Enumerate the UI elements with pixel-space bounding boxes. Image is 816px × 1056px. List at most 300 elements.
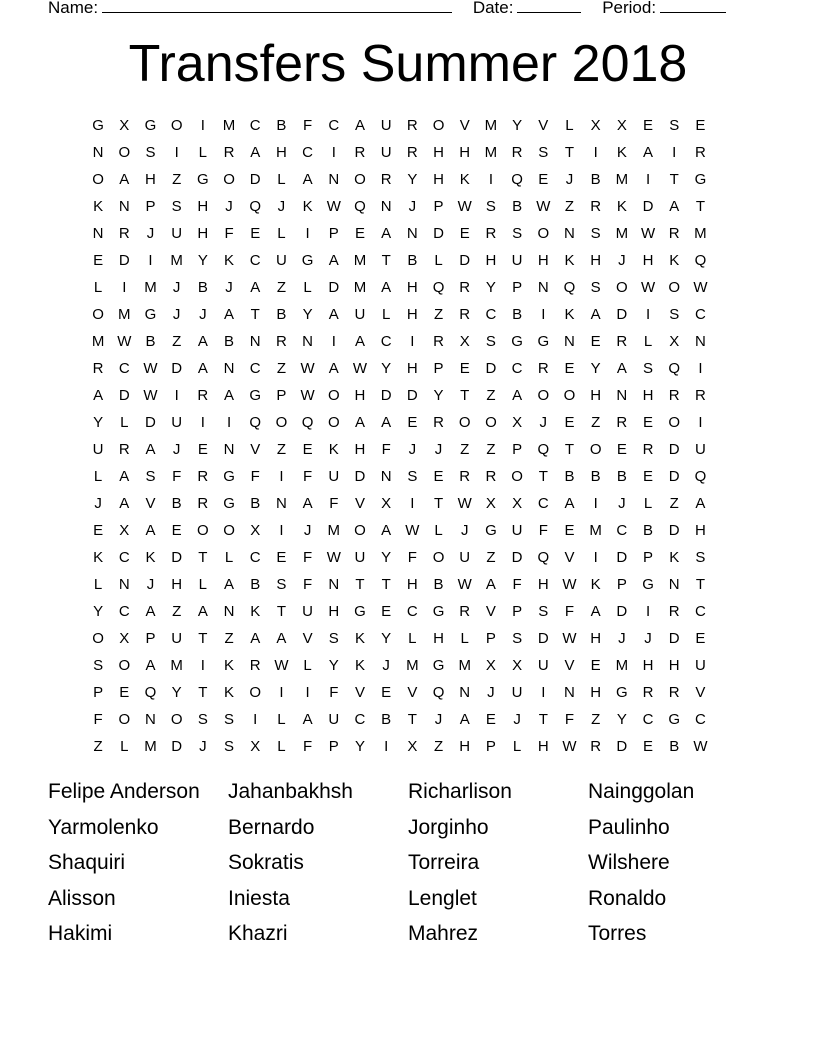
grid-cell[interactable]: A [224,576,235,593]
grid-cell[interactable]: Y [381,630,392,647]
grid-cell[interactable]: V [145,495,156,512]
grid-cell[interactable]: J [408,441,417,458]
grid-cell[interactable]: A [119,468,130,485]
period-field[interactable] [602,0,726,18]
grid-cell[interactable]: N [564,684,575,701]
grid-cell[interactable]: R [459,468,471,485]
grid-cell[interactable]: R [380,171,392,188]
grid-cell[interactable]: A [250,630,261,647]
grid-cell[interactable]: D [118,387,130,404]
grid-cell[interactable]: T [538,468,548,485]
grid-cell[interactable]: D [668,441,680,458]
grid-cell[interactable]: V [564,657,575,674]
grid-cell[interactable]: Y [93,603,104,620]
grid-cell[interactable]: J [146,576,155,593]
grid-cell[interactable]: R [668,684,680,701]
name-field[interactable] [48,0,452,18]
date-blank[interactable] [517,0,581,13]
grid-cell[interactable]: I [200,657,205,674]
grid-cell[interactable]: K [250,603,261,620]
grid-cell[interactable]: N [328,576,340,593]
grid-cell[interactable]: N [92,225,104,242]
grid-cell[interactable]: J [434,711,443,728]
grid-cell[interactable]: X [485,495,496,512]
grid-cell[interactable]: M [615,225,629,242]
grid-cell[interactable]: K [302,198,313,215]
grid-cell[interactable]: G [432,657,445,674]
grid-cell[interactable]: R [433,414,444,431]
grid-cell[interactable]: A [145,522,156,539]
grid-cell[interactable]: B [145,333,156,350]
grid-cell[interactable]: E [538,171,549,188]
grid-cell[interactable]: R [668,225,680,242]
grid-cell[interactable]: P [276,387,287,404]
grid-cell[interactable]: A [145,657,156,674]
grid-cell[interactable]: N [668,576,680,593]
grid-cell[interactable]: M [615,657,629,674]
grid-cell[interactable]: V [485,603,496,620]
grid-cell[interactable]: R [459,279,471,296]
grid-cell[interactable]: H [433,171,444,188]
grid-cell[interactable]: S [590,279,601,296]
grid-cell[interactable]: G [223,468,235,485]
grid-cell[interactable]: L [277,738,286,755]
grid-cell[interactable]: C [328,117,340,134]
grid-cell[interactable]: S [93,657,104,674]
grid-cell[interactable]: K [590,576,601,593]
grid-cell[interactable]: W [326,198,341,215]
grid-cell[interactable]: U [354,306,366,323]
grid-cell[interactable]: J [487,684,495,701]
grid-cell[interactable]: J [225,198,233,215]
grid-cell[interactable]: Q [301,414,314,431]
grid-cell[interactable]: W [457,576,472,593]
grid-cell[interactable]: D [668,522,680,539]
grid-cell[interactable]: U [511,684,523,701]
grid-cell[interactable]: F [381,441,391,458]
grid-cell[interactable]: Z [591,414,601,431]
grid-cell[interactable]: Y [93,414,104,431]
grid-cell[interactable]: D [433,225,444,242]
grid-cell[interactable]: L [277,225,286,242]
grid-cell[interactable]: R [590,738,602,755]
grid-cell[interactable]: A [302,171,313,188]
grid-cell[interactable]: H [197,225,209,242]
grid-cell[interactable]: I [645,171,651,188]
grid-cell[interactable]: E [171,522,182,539]
grid-cell[interactable]: I [279,684,284,701]
grid-cell[interactable]: G [511,333,523,350]
grid-cell[interactable]: U [171,225,183,242]
grid-cell[interactable]: M [484,117,498,134]
grid-cell[interactable]: W [536,198,551,215]
grid-cell[interactable]: E [250,225,261,242]
grid-cell[interactable]: B [250,495,261,512]
grid-cell[interactable]: S [407,468,418,485]
grid-cell[interactable]: L [643,495,653,512]
grid-cell[interactable]: R [92,360,104,377]
grid-cell[interactable]: A [381,225,392,242]
grid-cell[interactable]: F [564,711,575,728]
grid-cell[interactable]: C [616,522,628,539]
grid-cell[interactable]: O [275,414,288,431]
grid-cell[interactable]: L [381,306,391,323]
grid-cell[interactable]: T [381,252,391,269]
grid-cell[interactable]: X [250,522,261,539]
grid-cell[interactable]: Z [486,441,496,458]
grid-cell[interactable]: O [354,522,366,539]
grid-cell[interactable]: F [512,576,522,593]
grid-cell[interactable]: A [354,414,365,431]
grid-cell[interactable]: A [119,495,130,512]
grid-cell[interactable]: O [170,711,183,728]
grid-cell[interactable]: H [485,252,497,269]
grid-cell[interactable]: I [541,684,546,701]
grid-cell[interactable]: W [562,738,577,755]
grid-cell[interactable]: R [694,144,706,161]
grid-cell[interactable]: A [354,333,365,350]
grid-cell[interactable]: D [616,306,628,323]
grid-cell[interactable]: H [433,144,444,161]
grid-cell[interactable]: D [459,252,471,269]
grid-cell[interactable]: K [354,630,365,647]
grid-cell[interactable]: O [616,279,628,296]
grid-cell[interactable]: R [616,414,628,431]
grid-cell[interactable]: A [250,144,261,161]
grid-cell[interactable]: D [380,387,392,404]
grid-cell[interactable]: Y [616,711,627,728]
grid-cell[interactable]: R [668,603,680,620]
grid-cell[interactable]: I [305,225,310,242]
grid-cell[interactable]: Z [172,171,182,188]
grid-cell[interactable]: S [512,225,523,242]
grid-cell[interactable]: B [512,198,523,215]
grid-cell[interactable]: B [590,468,601,485]
grid-cell[interactable]: H [590,387,602,404]
grid-cell[interactable]: P [512,279,523,296]
grid-cell[interactable]: J [618,630,626,647]
grid-cell[interactable]: A [328,360,339,377]
grid-cell[interactable]: L [303,279,312,296]
grid-cell[interactable]: U [328,711,340,728]
grid-cell[interactable]: K [328,441,339,458]
grid-cell[interactable]: Q [511,171,523,188]
grid-cell[interactable]: X [669,333,680,350]
grid-cell[interactable]: S [276,576,287,593]
grid-cell[interactable]: D [145,414,156,431]
grid-cell[interactable]: P [145,198,156,215]
grid-cell[interactable]: T [460,387,470,404]
grid-cell[interactable]: N [118,198,130,215]
grid-cell[interactable]: D [118,252,130,269]
grid-cell[interactable]: H [459,144,471,161]
grid-cell[interactable]: M [222,117,236,134]
grid-cell[interactable]: N [380,198,392,215]
grid-cell[interactable]: W [326,549,341,566]
grid-cell[interactable]: V [407,684,418,701]
grid-cell[interactable]: V [250,441,261,458]
grid-cell[interactable]: C [118,360,130,377]
grid-cell[interactable]: B [407,252,418,269]
grid-cell[interactable]: C [537,495,549,512]
grid-cell[interactable]: I [541,306,546,323]
grid-cell[interactable]: D [616,603,628,620]
grid-cell[interactable]: B [512,306,523,323]
grid-cell[interactable]: Z [172,333,182,350]
grid-cell[interactable]: S [485,333,496,350]
grid-cell[interactable]: M [170,252,183,269]
grid-cell[interactable]: A [643,144,654,161]
grid-cell[interactable]: U [511,252,523,269]
grid-cell[interactable]: J [539,414,548,431]
grid-cell[interactable]: N [223,360,235,377]
grid-cell[interactable]: E [354,225,365,242]
grid-cell[interactable]: U [511,522,523,539]
grid-cell[interactable]: X [250,738,261,755]
grid-cell[interactable]: N [145,711,156,728]
grid-cell[interactable]: L [460,630,469,647]
grid-cell[interactable]: D [511,549,523,566]
grid-cell[interactable]: H [642,387,654,404]
grid-cell[interactable]: A [250,279,261,296]
grid-cell[interactable]: A [590,603,601,620]
grid-cell[interactable]: B [276,117,287,134]
grid-cell[interactable]: O [511,468,523,485]
grid-cell[interactable]: N [694,333,706,350]
grid-cell[interactable]: W [640,279,656,296]
grid-cell[interactable]: A [302,711,313,728]
grid-cell[interactable]: H [354,441,366,458]
grid-cell[interactable]: G [144,306,157,323]
grid-cell[interactable]: O [118,144,131,161]
grid-cell[interactable]: A [328,306,339,323]
grid-cell[interactable]: O [118,711,131,728]
grid-cell[interactable]: M [353,279,367,296]
grid-cell[interactable]: M [589,522,602,539]
grid-cell[interactable]: W [693,279,708,296]
grid-cell[interactable]: U [380,117,392,134]
grid-cell[interactable]: W [143,387,158,404]
grid-cell[interactable]: C [302,144,314,161]
grid-cell[interactable]: Z [486,387,496,404]
grid-cell[interactable]: H [590,630,602,647]
grid-cell[interactable]: Z [93,738,103,755]
grid-cell[interactable]: R [223,144,235,161]
grid-cell[interactable]: K [354,657,365,674]
grid-cell[interactable]: E [564,522,575,539]
grid-cell[interactable]: X [590,117,601,134]
grid-cell[interactable]: Y [512,117,523,134]
grid-cell[interactable]: W [300,360,315,377]
grid-cell[interactable]: Q [432,684,445,701]
grid-cell[interactable]: R [197,495,209,512]
grid-cell[interactable]: H [328,603,340,620]
grid-cell[interactable]: J [94,495,102,512]
grid-cell[interactable]: B [616,468,627,485]
grid-cell[interactable]: K [616,198,627,215]
grid-cell[interactable]: A [328,252,339,269]
grid-cell[interactable]: R [275,333,287,350]
grid-cell[interactable]: D [616,738,628,755]
grid-cell[interactable]: P [328,225,339,242]
grid-cell[interactable]: Y [354,738,365,755]
grid-cell[interactable]: B [590,171,601,188]
grid-cell[interactable]: D [616,549,628,566]
grid-cell[interactable]: O [327,414,340,431]
grid-cell[interactable]: I [331,333,336,350]
grid-cell[interactable]: W [457,198,472,215]
grid-cell[interactable]: H [642,252,654,269]
grid-cell[interactable]: O [327,387,340,404]
grid-cell[interactable]: B [643,522,654,539]
grid-cell[interactable]: F [303,117,313,134]
grid-cell[interactable]: B [171,495,182,512]
grid-cell[interactable]: A [119,171,130,188]
grid-cell[interactable]: M [144,279,157,296]
grid-cell[interactable]: L [434,522,443,539]
name-blank[interactable] [102,0,452,13]
grid-cell[interactable]: M [406,657,419,674]
grid-cell[interactable]: U [275,252,287,269]
grid-cell[interactable]: R [406,144,418,161]
grid-cell[interactable]: I [200,117,205,134]
grid-cell[interactable]: U [354,549,366,566]
grid-cell[interactable]: Q [249,414,262,431]
grid-cell[interactable]: D [249,171,261,188]
grid-cell[interactable]: Y [171,684,182,701]
grid-cell[interactable]: T [695,576,705,593]
grid-cell[interactable]: V [459,117,470,134]
grid-cell[interactable]: A [224,306,235,323]
grid-cell[interactable]: I [148,252,153,269]
grid-cell[interactable]: I [593,549,598,566]
grid-cell[interactable]: M [118,306,131,323]
grid-cell[interactable]: W [640,225,656,242]
grid-cell[interactable]: L [93,468,103,485]
grid-cell[interactable]: E [93,252,104,269]
grid-cell[interactable]: U [302,603,314,620]
grid-cell[interactable]: I [488,171,493,188]
grid-cell[interactable]: E [276,549,287,566]
grid-cell[interactable]: G [642,576,654,593]
grid-cell[interactable]: Q [563,279,576,296]
grid-cell[interactable]: N [406,225,418,242]
grid-cell[interactable]: G [668,711,681,728]
grid-cell[interactable]: D [171,549,183,566]
grid-cell[interactable]: H [406,576,418,593]
grid-cell[interactable]: X [459,333,470,350]
grid-cell[interactable]: A [669,198,680,215]
grid-cell[interactable]: J [565,171,574,188]
grid-cell[interactable]: A [145,603,156,620]
grid-cell[interactable]: A [197,360,208,377]
grid-cell[interactable]: C [642,711,654,728]
grid-cell[interactable]: B [564,468,575,485]
grid-cell[interactable]: O [668,279,681,296]
grid-cell[interactable]: L [643,333,653,350]
grid-cell[interactable]: I [410,333,415,350]
grid-cell[interactable]: H [642,657,654,674]
grid-cell[interactable]: T [198,684,208,701]
grid-cell[interactable]: I [305,684,310,701]
grid-cell[interactable]: I [122,279,127,296]
grid-cell[interactable]: P [145,630,156,647]
grid-cell[interactable]: I [279,522,284,539]
grid-cell[interactable]: Z [564,198,575,215]
grid-cell[interactable]: I [226,414,232,431]
grid-cell[interactable]: G [249,387,262,404]
grid-cell[interactable]: H [145,171,156,188]
grid-cell[interactable]: V [538,117,549,134]
grid-cell[interactable]: P [485,738,496,755]
grid-cell[interactable]: I [645,603,651,620]
grid-cell[interactable]: R [459,603,471,620]
grid-cell[interactable]: Z [486,549,496,566]
grid-cell[interactable]: G [485,522,497,539]
grid-cell[interactable]: F [538,522,548,539]
grid-cell[interactable]: C [485,306,497,323]
grid-cell[interactable]: N [118,576,130,593]
grid-cell[interactable]: U [537,657,549,674]
grid-cell[interactable]: J [513,711,521,728]
grid-cell[interactable]: F [564,603,575,620]
grid-cell[interactable]: O [249,684,262,701]
grid-cell[interactable]: K [93,549,104,566]
grid-cell[interactable]: Y [381,360,392,377]
grid-cell[interactable]: J [199,306,207,323]
grid-cell[interactable]: L [198,144,208,161]
grid-cell[interactable]: X [512,495,523,512]
grid-cell[interactable]: R [249,657,261,674]
grid-cell[interactable]: H [433,630,444,647]
grid-cell[interactable]: Q [354,198,366,215]
grid-cell[interactable]: R [642,684,654,701]
grid-cell[interactable]: N [223,441,235,458]
grid-cell[interactable]: W [693,738,708,755]
grid-cell[interactable]: R [668,387,680,404]
grid-cell[interactable]: R [354,144,366,161]
grid-cell[interactable]: I [200,414,205,431]
grid-cell[interactable]: F [407,549,417,566]
grid-cell[interactable]: G [694,171,707,188]
grid-cell[interactable]: N [564,333,575,350]
grid-cell[interactable]: S [328,630,339,647]
grid-cell[interactable]: K [669,549,680,566]
grid-cell[interactable]: G [354,603,366,620]
grid-cell[interactable]: P [643,549,654,566]
grid-cell[interactable]: E [643,117,654,134]
grid-cell[interactable]: H [590,684,602,701]
grid-cell[interactable]: P [485,630,496,647]
grid-cell[interactable]: T [433,495,444,512]
grid-cell[interactable]: T [538,711,548,728]
grid-cell[interactable]: M [615,171,629,188]
grid-cell[interactable]: Y [485,279,496,296]
grid-cell[interactable]: L [198,576,208,593]
grid-cell[interactable]: J [199,738,207,755]
grid-cell[interactable]: B [276,306,287,323]
grid-cell[interactable]: Z [172,603,182,620]
grid-cell[interactable]: Y [381,549,392,566]
grid-cell[interactable]: E [590,657,601,674]
grid-cell[interactable]: E [643,738,654,755]
grid-cell[interactable]: U [171,630,183,647]
grid-cell[interactable]: Y [590,360,601,377]
grid-cell[interactable]: E [381,684,392,701]
grid-cell[interactable]: F [224,225,234,242]
grid-cell[interactable]: H [171,576,183,593]
grid-cell[interactable]: C [249,252,261,269]
